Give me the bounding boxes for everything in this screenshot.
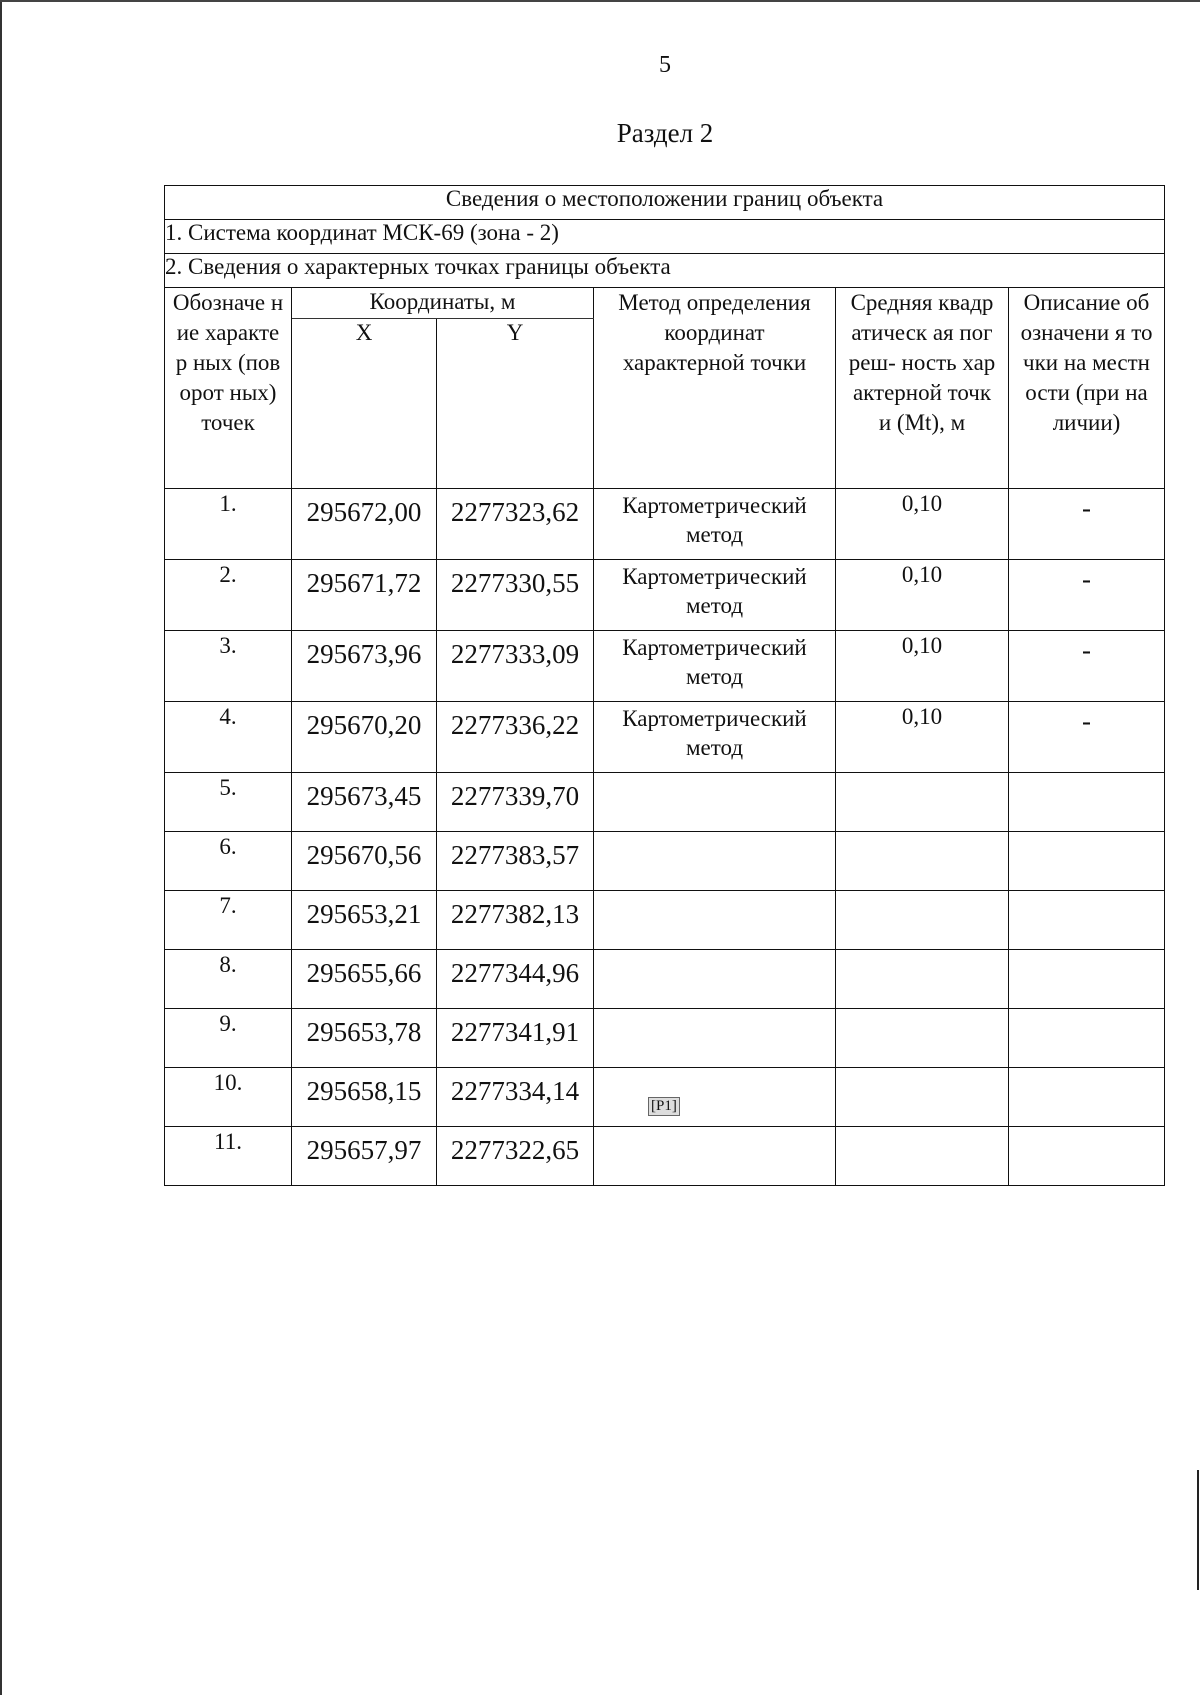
scan-top-edge (0, 0, 1200, 2)
x-coordinate-cell: 295673,45 (292, 773, 437, 832)
header-error (836, 288, 1009, 489)
method-cell: Картометрический метод (594, 560, 836, 631)
error-cell (836, 1068, 1009, 1127)
method-cell: Картометрический метод (594, 631, 836, 702)
header-point-designation (165, 288, 292, 489)
coordinate-system-row: 1. Система координат МСК-69 (зона - 2) (165, 220, 1165, 254)
points-section-header: 2. Сведения о характерных точках границы объекта (165, 254, 1165, 288)
method-cell (594, 1127, 836, 1186)
point-number-cell: 6. (165, 832, 292, 891)
footer-tag: [P1] (648, 1097, 680, 1116)
header-y: Y (437, 319, 594, 489)
description-cell (1009, 1127, 1165, 1186)
y-coordinate-cell: 2277341,91 (437, 1009, 594, 1068)
error-cell (836, 950, 1009, 1009)
x-coordinate-cell: 295671,72 (292, 560, 437, 631)
table-title: Сведения о местоположении границ объекта (165, 186, 1165, 220)
description-cell (1009, 950, 1165, 1009)
error-cell: 0,10 (836, 631, 1009, 702)
method-cell: Картометрический метод (594, 489, 836, 560)
scan-left-edge (0, 0, 2, 1695)
section-title: Раздел 2 (616, 118, 714, 148)
y-coordinate-cell: 2277336,22 (437, 702, 594, 773)
header-x: X (292, 319, 437, 489)
point-number-cell: 7. (165, 891, 292, 950)
x-coordinate-cell: 295653,78 (292, 1009, 437, 1068)
point-number-cell: 2. (165, 560, 292, 631)
method-cell (594, 773, 836, 832)
table-row (165, 489, 1165, 560)
description-cell (1009, 773, 1165, 832)
point-number-cell: 1. (165, 489, 292, 560)
error-cell (836, 773, 1009, 832)
header-coordinates: Координаты, м (292, 288, 594, 319)
description-cell (1009, 832, 1165, 891)
description-cell: - (1009, 560, 1165, 631)
header-method-text: Метод определения координат характерной точки (618, 290, 811, 375)
point-number-cell: 4. (165, 702, 292, 773)
point-number-cell: 11. (165, 1127, 292, 1186)
table-row (165, 950, 1165, 1009)
x-coordinate-cell: 295673,96 (292, 631, 437, 702)
point-number-cell: 10. (165, 1068, 292, 1127)
description-cell: - (1009, 702, 1165, 773)
scan-edge-mark (0, 1200, 2, 1280)
error-cell (836, 891, 1009, 950)
error-cell: 0,10 (836, 702, 1009, 773)
x-coordinate-cell: 295658,15 (292, 1068, 437, 1127)
description-cell (1009, 1068, 1165, 1127)
error-cell (836, 1127, 1009, 1186)
table-row (165, 631, 1165, 702)
table-row (165, 702, 1165, 773)
table-row (165, 1127, 1165, 1186)
boundary-points-table (164, 185, 1165, 1186)
point-number-cell: 9. (165, 1009, 292, 1068)
x-coordinate-cell: 295670,56 (292, 832, 437, 891)
method-cell (594, 832, 836, 891)
x-coordinate-cell: 295657,97 (292, 1127, 437, 1186)
error-cell (836, 832, 1009, 891)
table-row (165, 1009, 1165, 1068)
y-coordinate-cell: 2277323,62 (437, 489, 594, 560)
error-cell: 0,10 (836, 560, 1009, 631)
method-cell (594, 1068, 836, 1127)
page-number: 5 (659, 52, 671, 78)
method-cell (594, 950, 836, 1009)
y-coordinate-cell: 2277322,65 (437, 1127, 594, 1186)
y-coordinate-cell: 2277334,14 (437, 1068, 594, 1127)
header-error-text: Средняя квадратическ ая погреш- ность характерной точки (Mt), м (848, 290, 996, 435)
table-row (165, 560, 1165, 631)
x-coordinate-cell: 295653,21 (292, 891, 437, 950)
header-method (594, 288, 836, 489)
header-description (1009, 288, 1165, 489)
table-row (165, 832, 1165, 891)
y-coordinate-cell: 2277330,55 (437, 560, 594, 631)
method-cell (594, 891, 836, 950)
description-cell (1009, 891, 1165, 950)
table-row (165, 891, 1165, 950)
y-coordinate-cell: 2277339,70 (437, 773, 594, 832)
description-cell: - (1009, 489, 1165, 560)
point-number-cell: 3. (165, 631, 292, 702)
scan-edge-mark (0, 380, 2, 440)
header-description-text: Описание обозначени я точки на местности (при наличии) (1020, 290, 1153, 435)
scan-edge-mark (1197, 1470, 1199, 1590)
method-cell: Картометрический метод (594, 702, 836, 773)
y-coordinate-cell: 2277382,13 (437, 891, 594, 950)
y-coordinate-cell: 2277344,96 (437, 950, 594, 1009)
x-coordinate-cell: 295655,66 (292, 950, 437, 1009)
point-number-cell: 5. (165, 773, 292, 832)
description-cell: - (1009, 631, 1165, 702)
method-cell (594, 1009, 836, 1068)
description-cell (1009, 1009, 1165, 1068)
y-coordinate-cell: 2277383,57 (437, 832, 594, 891)
y-coordinate-cell: 2277333,09 (437, 631, 594, 702)
table-row (165, 773, 1165, 832)
error-cell: 0,10 (836, 489, 1009, 560)
header-point-text: Обозначе ние характер ных (поворот ных) точек (172, 290, 284, 435)
error-cell (836, 1009, 1009, 1068)
x-coordinate-cell: 295672,00 (292, 489, 437, 560)
x-coordinate-cell: 295670,20 (292, 702, 437, 773)
point-number-cell: 8. (165, 950, 292, 1009)
